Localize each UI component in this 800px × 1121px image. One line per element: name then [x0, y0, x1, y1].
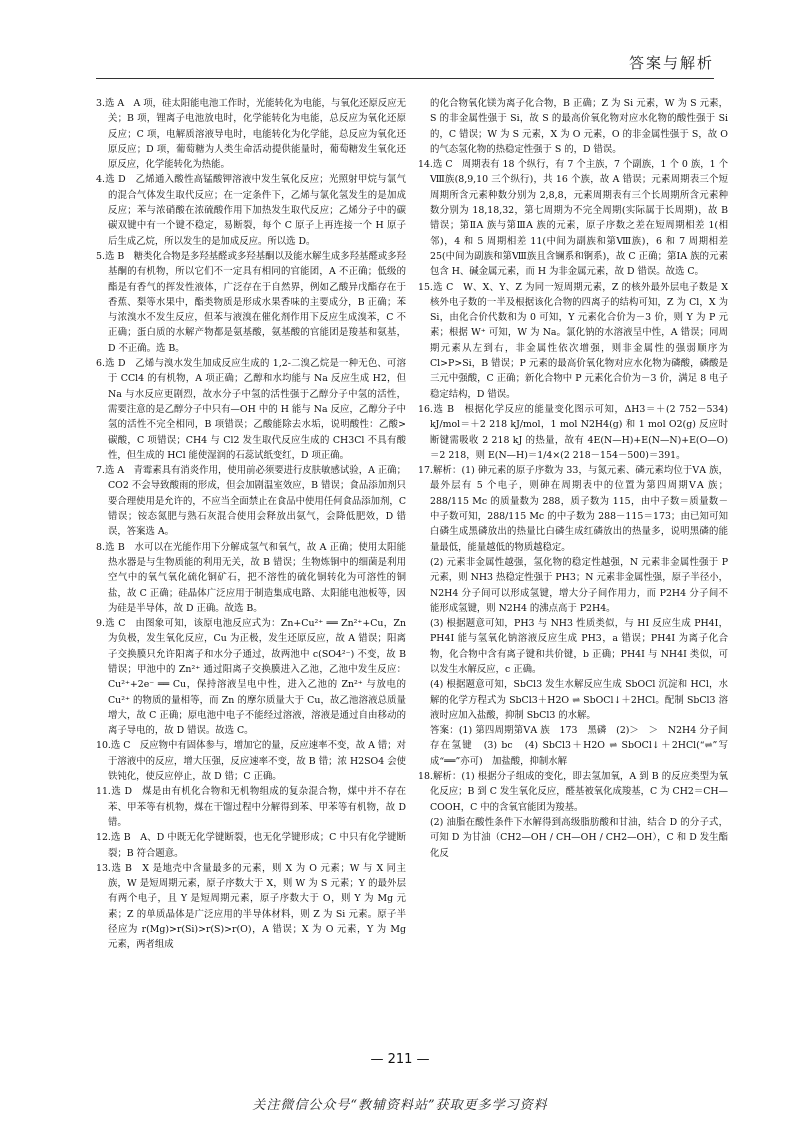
- footer-note: 关注微信公众号“教辅资料站”获取更多学习资料: [252, 1098, 548, 1113]
- answer-item-10: 10.选 C 反应物中有固体参与，增加它的量，反应速率不变，故 A 错；对于溶液中的反应，增大压强，反应速率不变，故 B 错；浓 H2SO4 会使铁钝化，使反应停止，故 D 错；C 正确。: [96, 740, 406, 783]
- right-column: [418, 96, 728, 861]
- page-number: — 211 —: [370, 1052, 430, 1067]
- answer-item-5: 5.选 B 糖类化合物是多羟基醛或多羟基酮以及能水解生成多羟基醛或多羟基酮的有机物，所以它们不一定具有相同的官能团，A 不正确；低级的酯是有香气的挥发性液体，广泛存在于自然界，例如乙酸异戊酯存在于香蕉、梨等水果中，酯类物质是形成水果香味的主要成分，B 正确；苯与浓溴水不发生反应，但苯与液溴在催化剂作用下反应生成溴苯，C 不正确；蛋白质的水解产物都是氨基酸，氨基酸的官能团是羧基和氨基，D 不正确。选 B。: [96, 250, 406, 354]
- answer-item-16: 16.选 B 根据化学反应的能量变化图示可知，ΔH3＝＋(2 752－534) kJ/mol＝＋2 218 kJ/mol，1 mol N2H4(g) 和 1 mol O2(g) 反应时断键需吸收 2 218 kJ 的热量，故有 4E(N—H)+E(N—N)+E(O—O)＝2 218，则 E(N—H)＝1/4×(2 218－154－500)＝391。: [418, 403, 728, 461]
- answer-item-18-part2: (2) 油脂在酸性条件下水解得到高级脂肪酸和甘油，结合 D 的分子式，可知 D 为甘油（CH2—OH / CH—OH / CH2—OH），C 和 D 发生酯化反: [430, 816, 728, 859]
- answer-item-13: 13.选 B X 是地壳中含量最多的元素，则 X 为 O 元素；W 与 X 同主族，W 是短周期元素，原子序数大于 X，则 W 为 S 元素；Y 的最外层有两个电子，且 Y 是短周期元素，原子序数大于 O，则 Y 为 Mg 元素；Z 的单质晶体是广泛应用的半导体材料，则 Z 为 Si 元素。原子半径应为 r(Mg)>r(Si)>r(S)>r(O)，A 错误；X 为 O 元素，Y 为 Mg 元素，两者组成: [96, 862, 406, 951]
- answer-item-8: 8.选 B 水可以在光能作用下分解成氢气和氧气，故 A 正确；使用太阳能热水器是与生物质能的利用无关，故 B 错误；生物炼铜中的细菌是利用空气中的氧气氧化硫化铜矿石，把不溶性的硫化铜转化为可溶性的铜盐，故 C 正确；硅晶体广泛应用于制造集成电路、太阳能电池板等，因为硅是半导体，故 D 正确。故选 B。: [96, 541, 406, 614]
- answer-item-11: 11.选 D 煤是由有机化合物和无机物组成的复杂混合物，煤中并不存在苯、甲苯等有机物，煤在干馏过程中分解得到苯、甲苯等有机物，故 D 错。: [96, 786, 406, 828]
- answer-item-6: 6.选 D 乙烯与溴水发生加成反应生成的 1,2-二溴乙烷是一种无色、可溶于 CCl4 的有机物，A 项正确；乙醇和水均能与 Na 反应生成 H2，但 Na 与水反应更剧烈，故水分子中氢的活性强于乙醇分子中氢的活性，需要注意的是乙醇分子中只有—OH 中的 H 能与 Na 反应，乙醇分子中氢的活性不完全相同，B 项错误；乙酸能除去水垢，说明酸性：乙酸>碳酸，C 项错误；CH4 与 Cl2 发生取代反应生成的 CH3Cl 不具有酸性，但生成的 HCl 能使湿润的石蕊试纸变红，D 项正确。: [96, 358, 406, 461]
- answer-item-17-part2: (2) 元素非金属性越强，氢化物的稳定性越强，N 元素非金属性强于 P 元素，则 NH3 热稳定性强于 PH3；N 元素非金属性强，原子半径小，N2H4 分子间可以形成氢键，增大分子间作用力，而 P2H4 分子间不能形成氢键，则 N2H4 的沸点高于 P2H4。: [430, 556, 728, 614]
- header-title: 答案与解析: [628, 54, 714, 72]
- answer-item-14: 14.选 C 周期表有 18 个纵行，有 7 个主族，7 个副族，1 个 0 族，1 个Ⅷ族(8,9,10 三个纵行)，共 16 个族，故 A 错误；元素周期表三个短周期所含元素种数分别为 2,8,8，元素周期表有三个长周期所含元素种数分别为 18,18,32，第七周期为不完全周期(实际属于长周期)，故 B 错误；第ⅡA 族与第ⅢA 族的元素，原子序数之差在短周期相差 1(相邻)，4 和 5 周期相差 11(中间为副族和第Ⅷ族)，6 和 7 周期相差 25(中间为副族和第Ⅷ族且含镧系和锕系)，故 C 正确；第ⅠA 族的元素包含 H、碱金属元素，而 H 为非金属元素，故 D 错误。故选 C。: [418, 159, 728, 278]
- answer-item-3: 3.选 A A 项，硅太阳能电池工作时，光能转化为电能，与氧化还原反应无关；B 项，锂离子电池放电时，化学能转化为电能，总反应为氧化还原反应；C 项，电解质溶液导电时，电能转化为化学能，总反应为氧化还原反应；D 项，葡萄糖为人类生命活动提供能量时，葡萄糖发生氧化还原反应，化学能转化为热能。: [96, 98, 406, 171]
- answer-item-12: 12.选 B A、D 中既无化学键断裂，也无化学键形成；C 中只有化学键断裂；B 符合题意。: [96, 832, 406, 859]
- answer-item-7: 7.选 A 青霉素具有消炎作用，使用前必须要进行皮肤敏感试验，A 正确；CO2 不会导致酸雨的形成，但会加剧温室效应，B 错误；食品添加剂只要合理使用是允许的，不应当全面禁止在食品中使用任何食品添加剂，C 错误；铵态氮肥与熟石灰混合使用会释放出氨气，会降低肥效，D 错误，答案选 A。: [96, 465, 406, 538]
- answer-item-13-cont: 的化合物氧化镁为离子化合物，B 正确；Z 为 Si 元素，W 为 S 元素，S 的非金属性强于 Si，故 S 的最高价氧化物对应水化物的酸性强于 Si 的，C 错误；W 为 S 元素，X 为 O 元素，O 的非金属性强于 S，故 O 的气态氢化物的热稳定性强于 S 的，D 错误。: [430, 98, 728, 155]
- answer-item-17-part4: (4) 根据题意可知，SbCl3 发生水解反应生成 SbOCl 沉淀和 HCl，水解的化学方程式为 SbCl3＋H2O ⇌ SbOCl↓＋2HCl。配制 SbCl3 溶液时应加入盐酸，抑制 SbCl3 的水解。: [430, 679, 728, 721]
- answer-item-17-answer: 答案：(1) 第四周期第ⅤA 族 173 黑磷 (2)＞ ＞ N2H4 分子间存在氢键 (3) bc (4) SbCl3＋H2O ⇌ SbOCl↓＋2HCl(“⇌”写成“══”亦可) 加盐酸，抑制水解: [430, 725, 728, 767]
- answer-item-17: 17.解析：(1) 砷元素的原子序数为 33，与氮元素、磷元素均位于ⅤA 族，最外层有 5 个电子，则砷在周期表中的位置为第四周期ⅤA 族；288/115 Mc 的质量数为 288，质子数为 115，由中子数＝质量数－中子数可知，288/115 Mc 的中子数为 288－115＝173；由已知可知白磷生成黑磷放出的热量比白磷生成红磷放出的热量多，说明黑磷的能量最低，能量越低的物质越稳定。: [418, 465, 728, 553]
- answer-item-4: 4.选 D 乙烯通入酸性高锰酸钾溶液中发生氧化反应；光照射甲烷与氯气的混合气体发生取代反应；在一定条件下，乙烯与氯化氢发生的是加成反应；苯与浓硝酸在浓硫酸作用下加热发生取代反应；乙烯分子中的碳碳双键中有一个键不稳定，易断裂，每个 C 原子上再连接一个 H 原子后生成乙烷，所以发生的是加成反应。所以选 D。: [96, 174, 406, 247]
- answer-item-9: 9.选 C 由图象可知，该原电池反应式为：Zn+Cu²⁺ ══ Zn²⁺+Cu，Zn 为负极，发生氧化反应，Cu 为正极，发生还原反应，故 A 错误；阳离子交换膜只允许阳离子和水分子通过，故两池中 c(SO4²⁻) 不变，故 B 错误；甲池中的 Zn²⁺ 通过阳离子交换膜进入乙池，乙池中发生反应：Cu²⁺+2e⁻ ══ Cu，保持溶液呈电中性，进入乙池的 Zn²⁺ 与放电的 Cu²⁺ 的物质的量相等，而 Zn 的摩尔质量大于 Cu，故乙池溶液总质量增大，故 C 正确；原电池中电子不能经过溶液，溶液是通过自由移动的离子导电的，故 D 错误。故选 C。: [96, 618, 406, 737]
- page-header: [0, 0, 800, 80]
- answer-item-18: 18.解析：(1) 根据分子组成的变化，即去氢加氧，A 到 B 的反应类型为氧化反应；B 到 C 发生氧化反应，醛基被氧化成羧基，C 为 CH2＝CH—COOH，C 中的含氧官能团为羧基。: [418, 771, 728, 813]
- header-rule: [96, 78, 714, 79]
- answer-item-15: 15.选 C W、X、Y、Z 为同一短周期元素，Z 的核外最外层电子数是 X 核外电子数的一半及根据该化合物的四离子的结构可知，Z 为 Cl，X 为 Si，由化合价代数和为 0 可知，Y 元素化合价为－3 价，则 Y 为 P 元素；根据 W⁺ 可知，W 为 Na。氯化钠的水溶液呈中性，A 错误；同周期元素从左到右，非金属性依次增强，则非金属性的强弱顺序为 Cl>P>Si，B 错误；P 元素的最高价氧化物对应水化物为磷酸，磷酸是三元中强酸，C 正确；新化合物中 P 元素化合价为－3 价，满足 8 电子稳定结构，D 错误。: [418, 281, 728, 400]
- answer-item-17-part3: (3) 根据题意可知，PH3 与 NH3 性质类似，与 HI 反应生成 PH4I，PH4I 能与氢氧化钠溶液反应生成 PH3，a 错误；PH4I 为离子化合物，化合物中含有离子键和共价键，b 正确；PH4I 与 NH4I 类似，可以发生水解反应，c 正确。: [430, 618, 728, 675]
- left-column: [96, 96, 406, 953]
